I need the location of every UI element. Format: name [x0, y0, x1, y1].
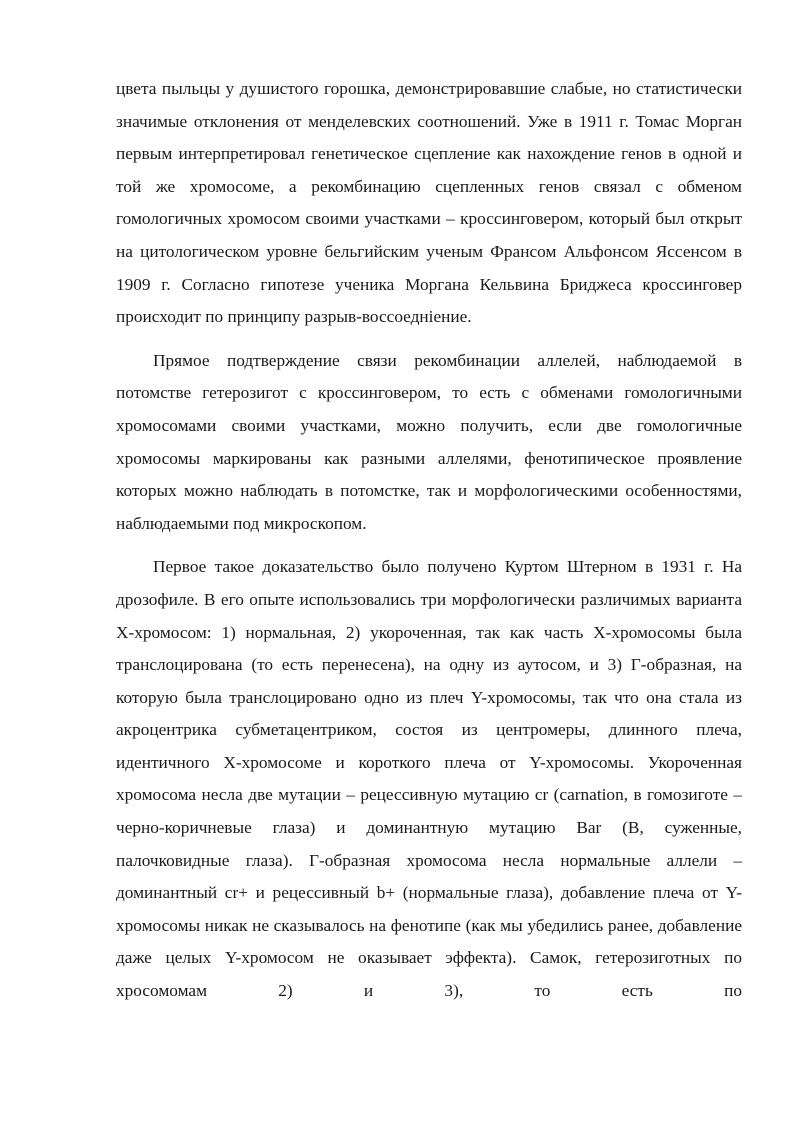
paragraph-2: Прямое подтверждение связи рекомбинации аллелей, наблюдаемой в потомстве гетерозигот с кроссинговером, то есть с обменами гомологичными хромосомами своими участками, можно получить, если две гомологичные хромосомы маркированы как разными аллелями, фенотипическое проявление которых можно наблюдать в потомстке, так и морфологическими особенностями, наблюдаемыми под микроскопом.	[116, 350, 742, 533]
paragraph-1: цвета пыльцы у душистого горошка, демонстрировавшие слабые, но статистически значимые отклонения от менделевских соотношений. Уже в 1911 г. Томас Морган первым интерпретировал генетическое сцепление как нахождение генов в одной и той же хромосоме, а рекомбинацию сцепленных генов связал с обменом гомологичных хромосом своими участками – кроссинговером, который был открыт на цитологическом уровне бельгийским ученым Франсом Альфонсом Яссенсом в 1909 г. Согласно гипотезе ученика Моргана Кельвина Бриджеса кроссинговер происходит по принципу разрыв-воссоеднiение.	[116, 79, 742, 327]
paragraph-3: Первое такое доказательство было получено Куртом Штерном в 1931 г. На дрозофиле. В его опыте использовались три морфологически различимых варианта X-хромосом: 1) нормальная, 2) укороченная, так как часть X-хромосомы была транслоцирована (то есть перенесена), на одну из аутосом, и 3) Г-образная, на которую была транслоцировано одно из плеч Y-хромосомы, так что она стала из акроцентрика субметацентриком, состоя из центромеры, длинного плеча, идентичного X-хромосоме и короткого плеча от Y-хромосомы. Укороченная хромосома несла две мутации – рецессивную мутацию cr (carnation, в гомозиготе – черно-коричневые глаза) и доминантную мутацию Bar (B, суженные, палочковидные глаза). Г-образная хромосома несла нормальные аллели – доминантный cr+ и рецессивный b+ (нормальные глаза), добавление плеча от Y-хромосомы никак не сказывалось на фенотипе (как мы убедились ранее, добавление даже целых Y-хромосом не оказывает эффекта). Самок, гетерозиготных по хросомомам 2) и 3), то есть по	[116, 557, 742, 1001]
